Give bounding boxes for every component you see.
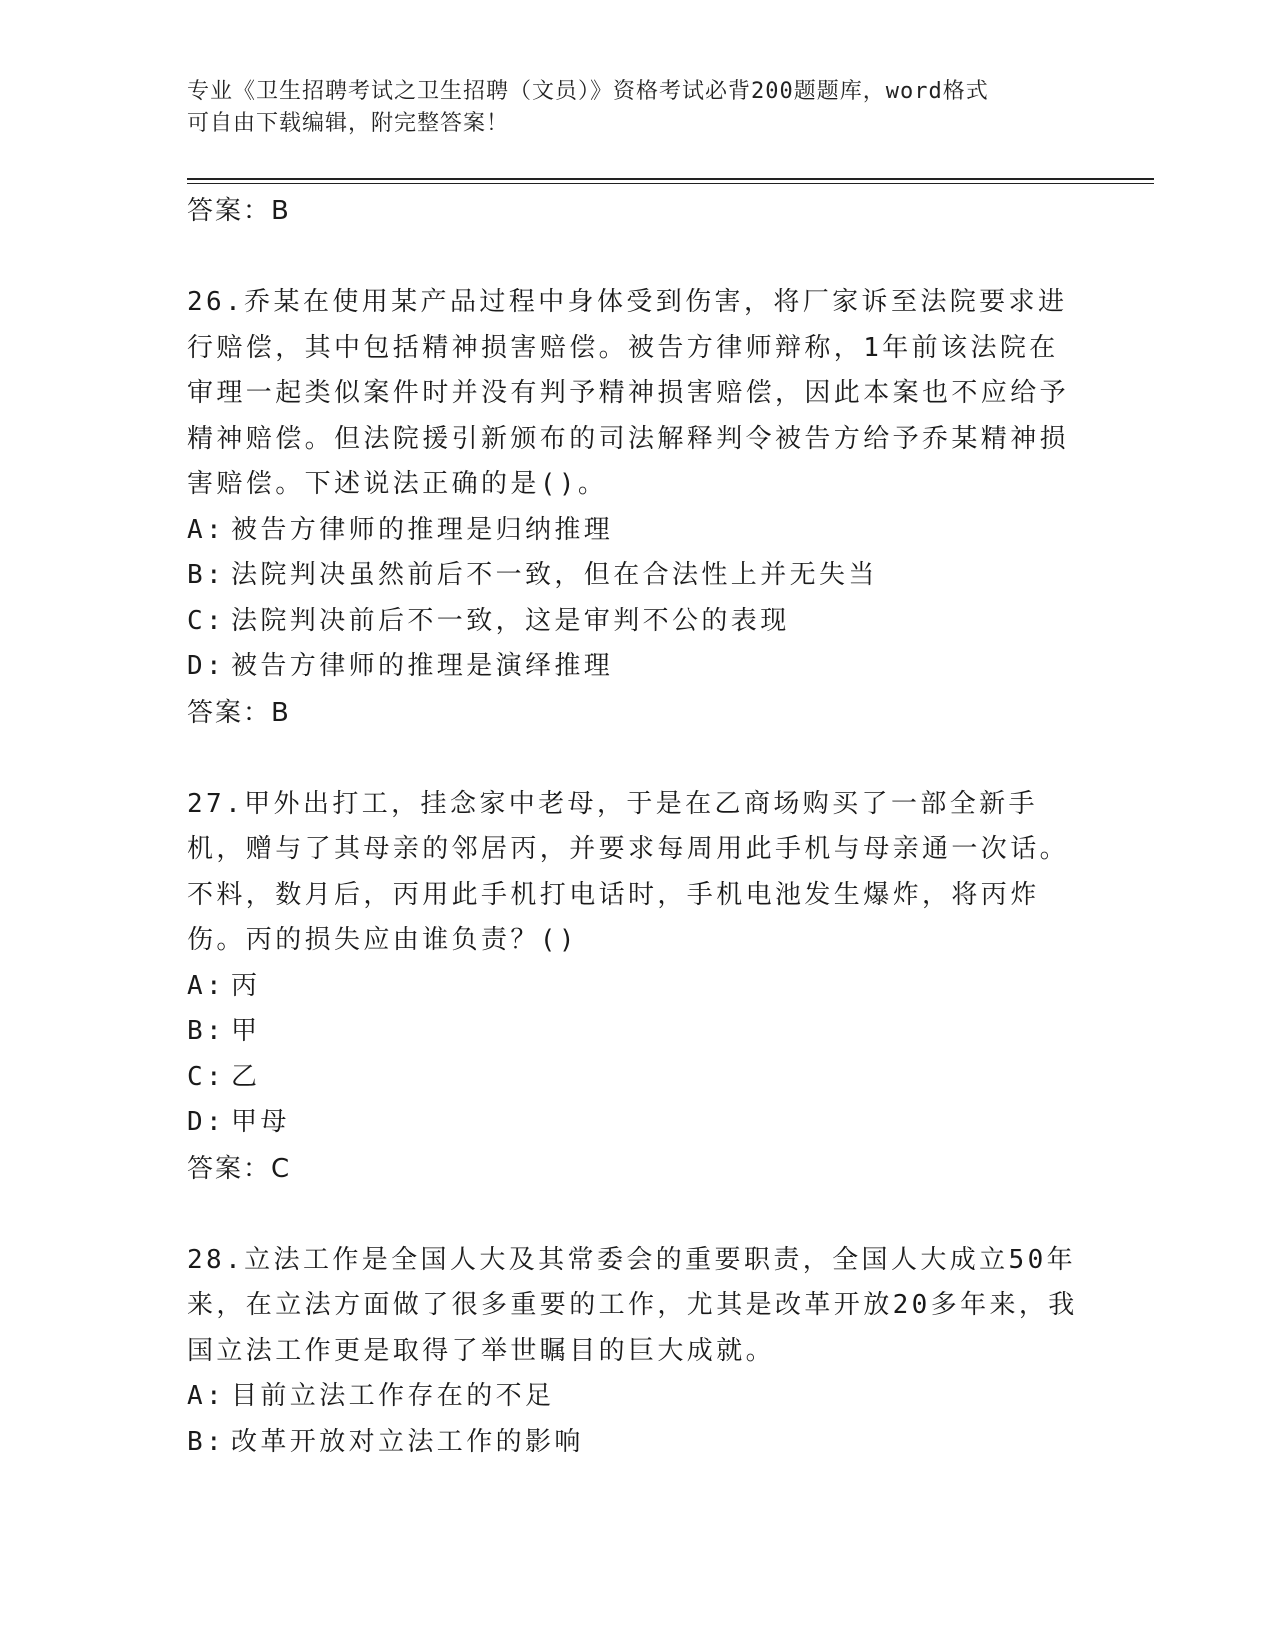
option-key: B:: [187, 1016, 226, 1046]
option-key: A:: [187, 1381, 226, 1411]
spacer: [187, 234, 1087, 280]
question-stem: 28.立法工作是全国人大及其常委会的重要职责，全国人大成立50年来，在立法方面做了很多重要的工作，尤其是改革开放20多年来，我国立法工作更是取得了举世瞩目的巨大成就。: [187, 1244, 1078, 1366]
option-text: 被告方律师的推理是归纳推理: [231, 514, 614, 545]
option-c: [187, 1055, 1087, 1101]
answer-line: 答案：B: [187, 697, 291, 728]
option-a: [187, 508, 1087, 554]
option-text: 改革开放对立法工作的影响: [231, 1426, 584, 1457]
answer-line: 答案：C: [187, 1153, 292, 1184]
option-text: 被告方律师的推理是演绎推理: [231, 651, 614, 681]
option-text: 乙: [231, 1061, 261, 1092]
question-block: [187, 1238, 1087, 1466]
question-stem: 26.乔某在使用某产品过程中身体受到伤害，将厂家诉至法院要求进行赔偿，其中包括精神损害赔偿。被告方律师辩称，1年前该法院在审理一起类似案件时并没有判予精神损害赔偿，因此本案也不应给予精神赔偿。但法院援引新颁布的司法解释判令被告方给予乔某精神损害赔偿。下述说法正确的是()。: [187, 287, 1070, 499]
option-b: [187, 1420, 1087, 1466]
question-stem: 27.甲外出打工，挂念家中老母，于是在乙商场购买了一部全新手机，赠与了其母亲的邻居丙，并要求每周用此手机与母亲通一次话。不料，数月后，丙用此手机打电话时，手机电池发生爆炸，将丙炸伤。丙的损失应由谁负责？(): [187, 788, 1070, 955]
option-c: [187, 599, 1087, 645]
option-key: A:: [187, 970, 226, 1001]
question-block: [187, 280, 1087, 736]
option-text: 法院判决虽然前后不一致，但在合法性上并无失当: [231, 560, 878, 590]
option-text: 法院判决前后不一致，这是审判不公的表现: [231, 605, 790, 636]
document-body: [187, 188, 1087, 1465]
option-text: 目前立法工作存在的不足: [231, 1381, 555, 1411]
option-b: [187, 1009, 1087, 1055]
header-rule-thick: [187, 178, 1154, 180]
option-key: B:: [187, 560, 226, 590]
option-key: D:: [187, 651, 226, 681]
spacer: [187, 736, 1087, 782]
option-text: 丙: [231, 970, 261, 1001]
option-a: [187, 964, 1087, 1010]
option-key: C:: [187, 605, 226, 636]
header-line-2: 可自由下载编辑，附完整答案！: [187, 111, 510, 136]
option-text: 甲母: [231, 1107, 290, 1137]
spacer: [187, 1192, 1087, 1238]
option-key: D:: [187, 1107, 226, 1137]
option-key: A:: [187, 514, 226, 545]
option-d: [187, 644, 1087, 690]
header-rule-thin: [187, 183, 1154, 184]
page-header: [187, 76, 1087, 140]
option-b: [187, 553, 1087, 599]
question-block: [187, 782, 1087, 1192]
header-line-1: 专业《卫生招聘考试之卫生招聘（文员）》资格考试必背200题题库，word格式: [187, 79, 989, 104]
option-a: [187, 1374, 1087, 1420]
option-text: 甲: [231, 1016, 261, 1046]
option-key: B:: [187, 1426, 226, 1457]
option-key: C:: [187, 1061, 226, 1092]
option-d: [187, 1100, 1087, 1146]
answer-line: 答案：B: [187, 196, 291, 226]
